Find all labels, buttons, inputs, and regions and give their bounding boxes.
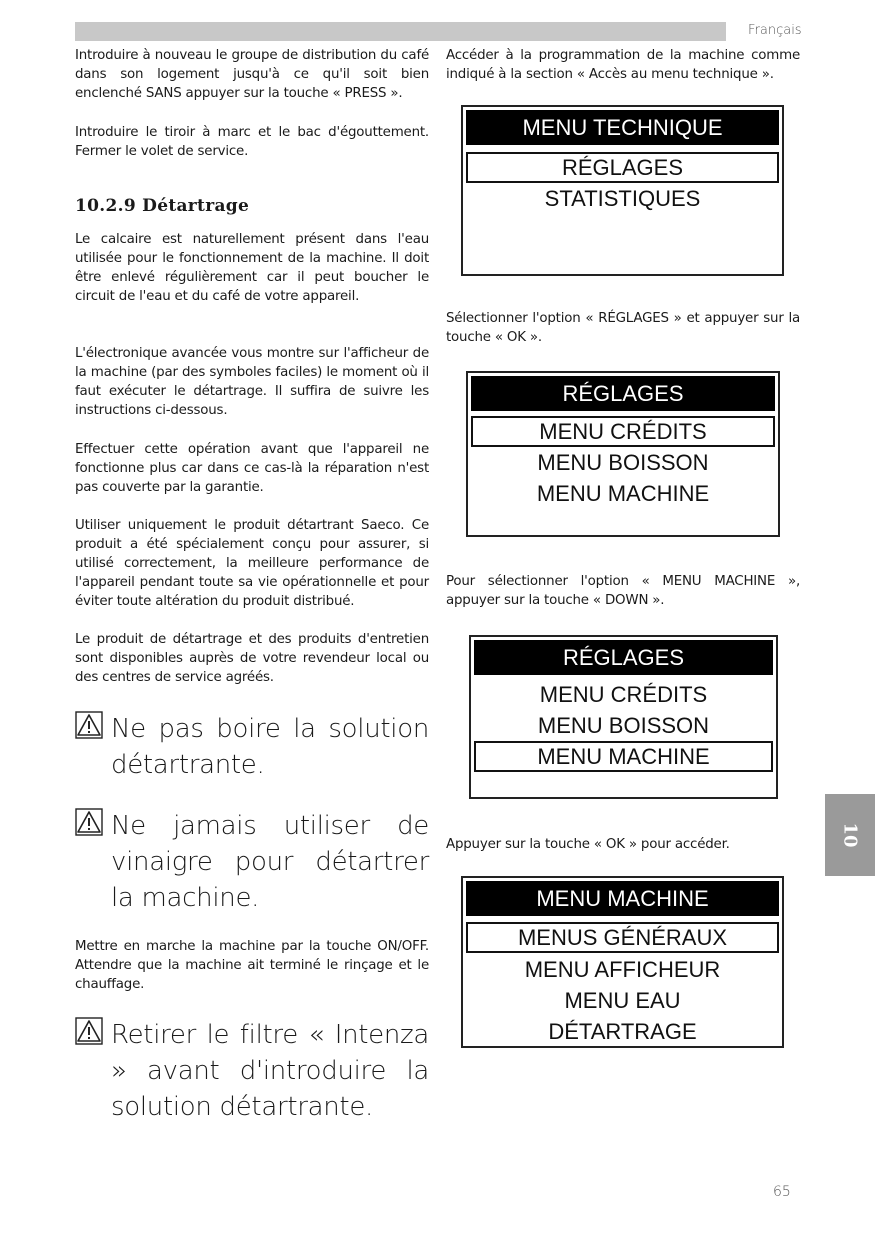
paragraph-select-reglages: Sélectionner l'option « RÉGLAGES » et appuyer sur la touche « OK ». [446,311,800,345]
paragraph-availability: Le produit de détartrage et des produits d'entretien sont disponibles auprès de votre revendeur local ou des centres de service agréés. [75,632,429,685]
screen-item: STATISTIQUES [544,186,701,211]
screen-title: RÉGLAGES [474,640,773,675]
screen-item: MENU AFFICHEUR [524,957,721,982]
warning-icon [75,1017,103,1045]
warning-text: Retirer le filtre « Intenza » avant d'introduire la solution détartrante. [111,1020,429,1122]
screen-item: MENU MACHINE [536,481,710,506]
screen-item: DÉTARTRAGE [548,1019,697,1044]
paragraph-select-menu-machine: Pour sélectionner l'option « MENU MACHINE », appuyer sur la touche « DOWN ». [446,574,800,608]
page-number: 65 [773,1184,791,1200]
screen-item-selected: MENUS GÉNÉRAUX [466,922,779,953]
display-screen-menu-technique [461,105,784,276]
screen-title: MENU TECHNIQUE [466,110,779,145]
screen-title: MENU MACHINE [466,881,779,916]
screen-title: RÉGLAGES [471,376,775,411]
header-bar [75,22,726,41]
screen-item-selected: RÉGLAGES [466,152,779,183]
screen-item-selected: MENU CRÉDITS [471,416,775,447]
section-title: 10.2.9 Détartrage [75,196,250,216]
screen-item-selected: MENU MACHINE [474,741,773,772]
warning-block [75,808,429,916]
display-screen-reglages-machine [469,635,778,799]
screen-item: MENU BOISSON [537,450,709,475]
paragraph-insert-drawer: Introduire le tiroir à marc et le bac d'égouttement. Fermer le volet de service. [75,125,429,159]
warning-icon [75,808,103,836]
paragraph-limescale: Le calcaire est naturellement présent dans l'eau utilisée pour le fonctionnement de la machine. Il doit être enlevé régulièrement car il peut boucher le circuit de l'eau et du café de votre appareil. [75,232,429,304]
screen-item: MENU EAU [564,988,681,1013]
paragraph-reinsert-group: Introduire à nouveau le groupe de distribution du café dans son logement jusqu'à ce qu'il soit bien enclenché SANS appuyer sur la touche « PRESS ». [75,48,429,101]
screen-item: MENU CRÉDITS [539,682,708,707]
chapter-side-tab [825,794,875,876]
paragraph-press-ok: Appuyer sur la touche « OK » pour accéder. [446,837,730,852]
warning-text: Ne pas boire la solution détartrante. [111,714,429,780]
paragraph-warranty: Effectuer cette opération avant que l'appareil ne fonctionne plus car dans ce cas-là la réparation n'est pas couverte par la garantie. [75,442,429,495]
warning-block [75,1017,429,1125]
display-screen-reglages [466,371,780,537]
paragraph-power-on: Mettre en marche la machine par la touche ON/OFF. Attendre que la machine ait terminé le rinçage et le chauffage. [75,939,429,992]
warning-icon [75,711,103,739]
chapter-number: 10 [839,822,861,848]
warning-text: Ne jamais utiliser de vinaigre pour détartrer la machine. [111,811,429,913]
header-language: Français [748,23,802,38]
warning-block [75,711,429,783]
paragraph-electronics: L'électronique avancée vous montre sur l'afficheur de la machine (par des symboles faciles) le moment où il faut exécuter le détartrage. Il suffira de suivre les instructions ci-dessous. [75,346,429,418]
paragraph-saeco-product: Utiliser uniquement le produit détartrant Saeco. Ce produit a été spécialement conçu pour assurer, si utilisé correctement, la meilleure performance de l'appareil pendant toute sa vie opérationnelle et pour éviter toute altération du produit distribué. [75,518,429,609]
paragraph-access-programming: Accéder à la programmation de la machine comme indiqué à la section « Accès au menu technique ». [446,48,800,82]
display-screen-menu-machine [461,876,784,1048]
screen-item: MENU BOISSON [537,713,710,738]
